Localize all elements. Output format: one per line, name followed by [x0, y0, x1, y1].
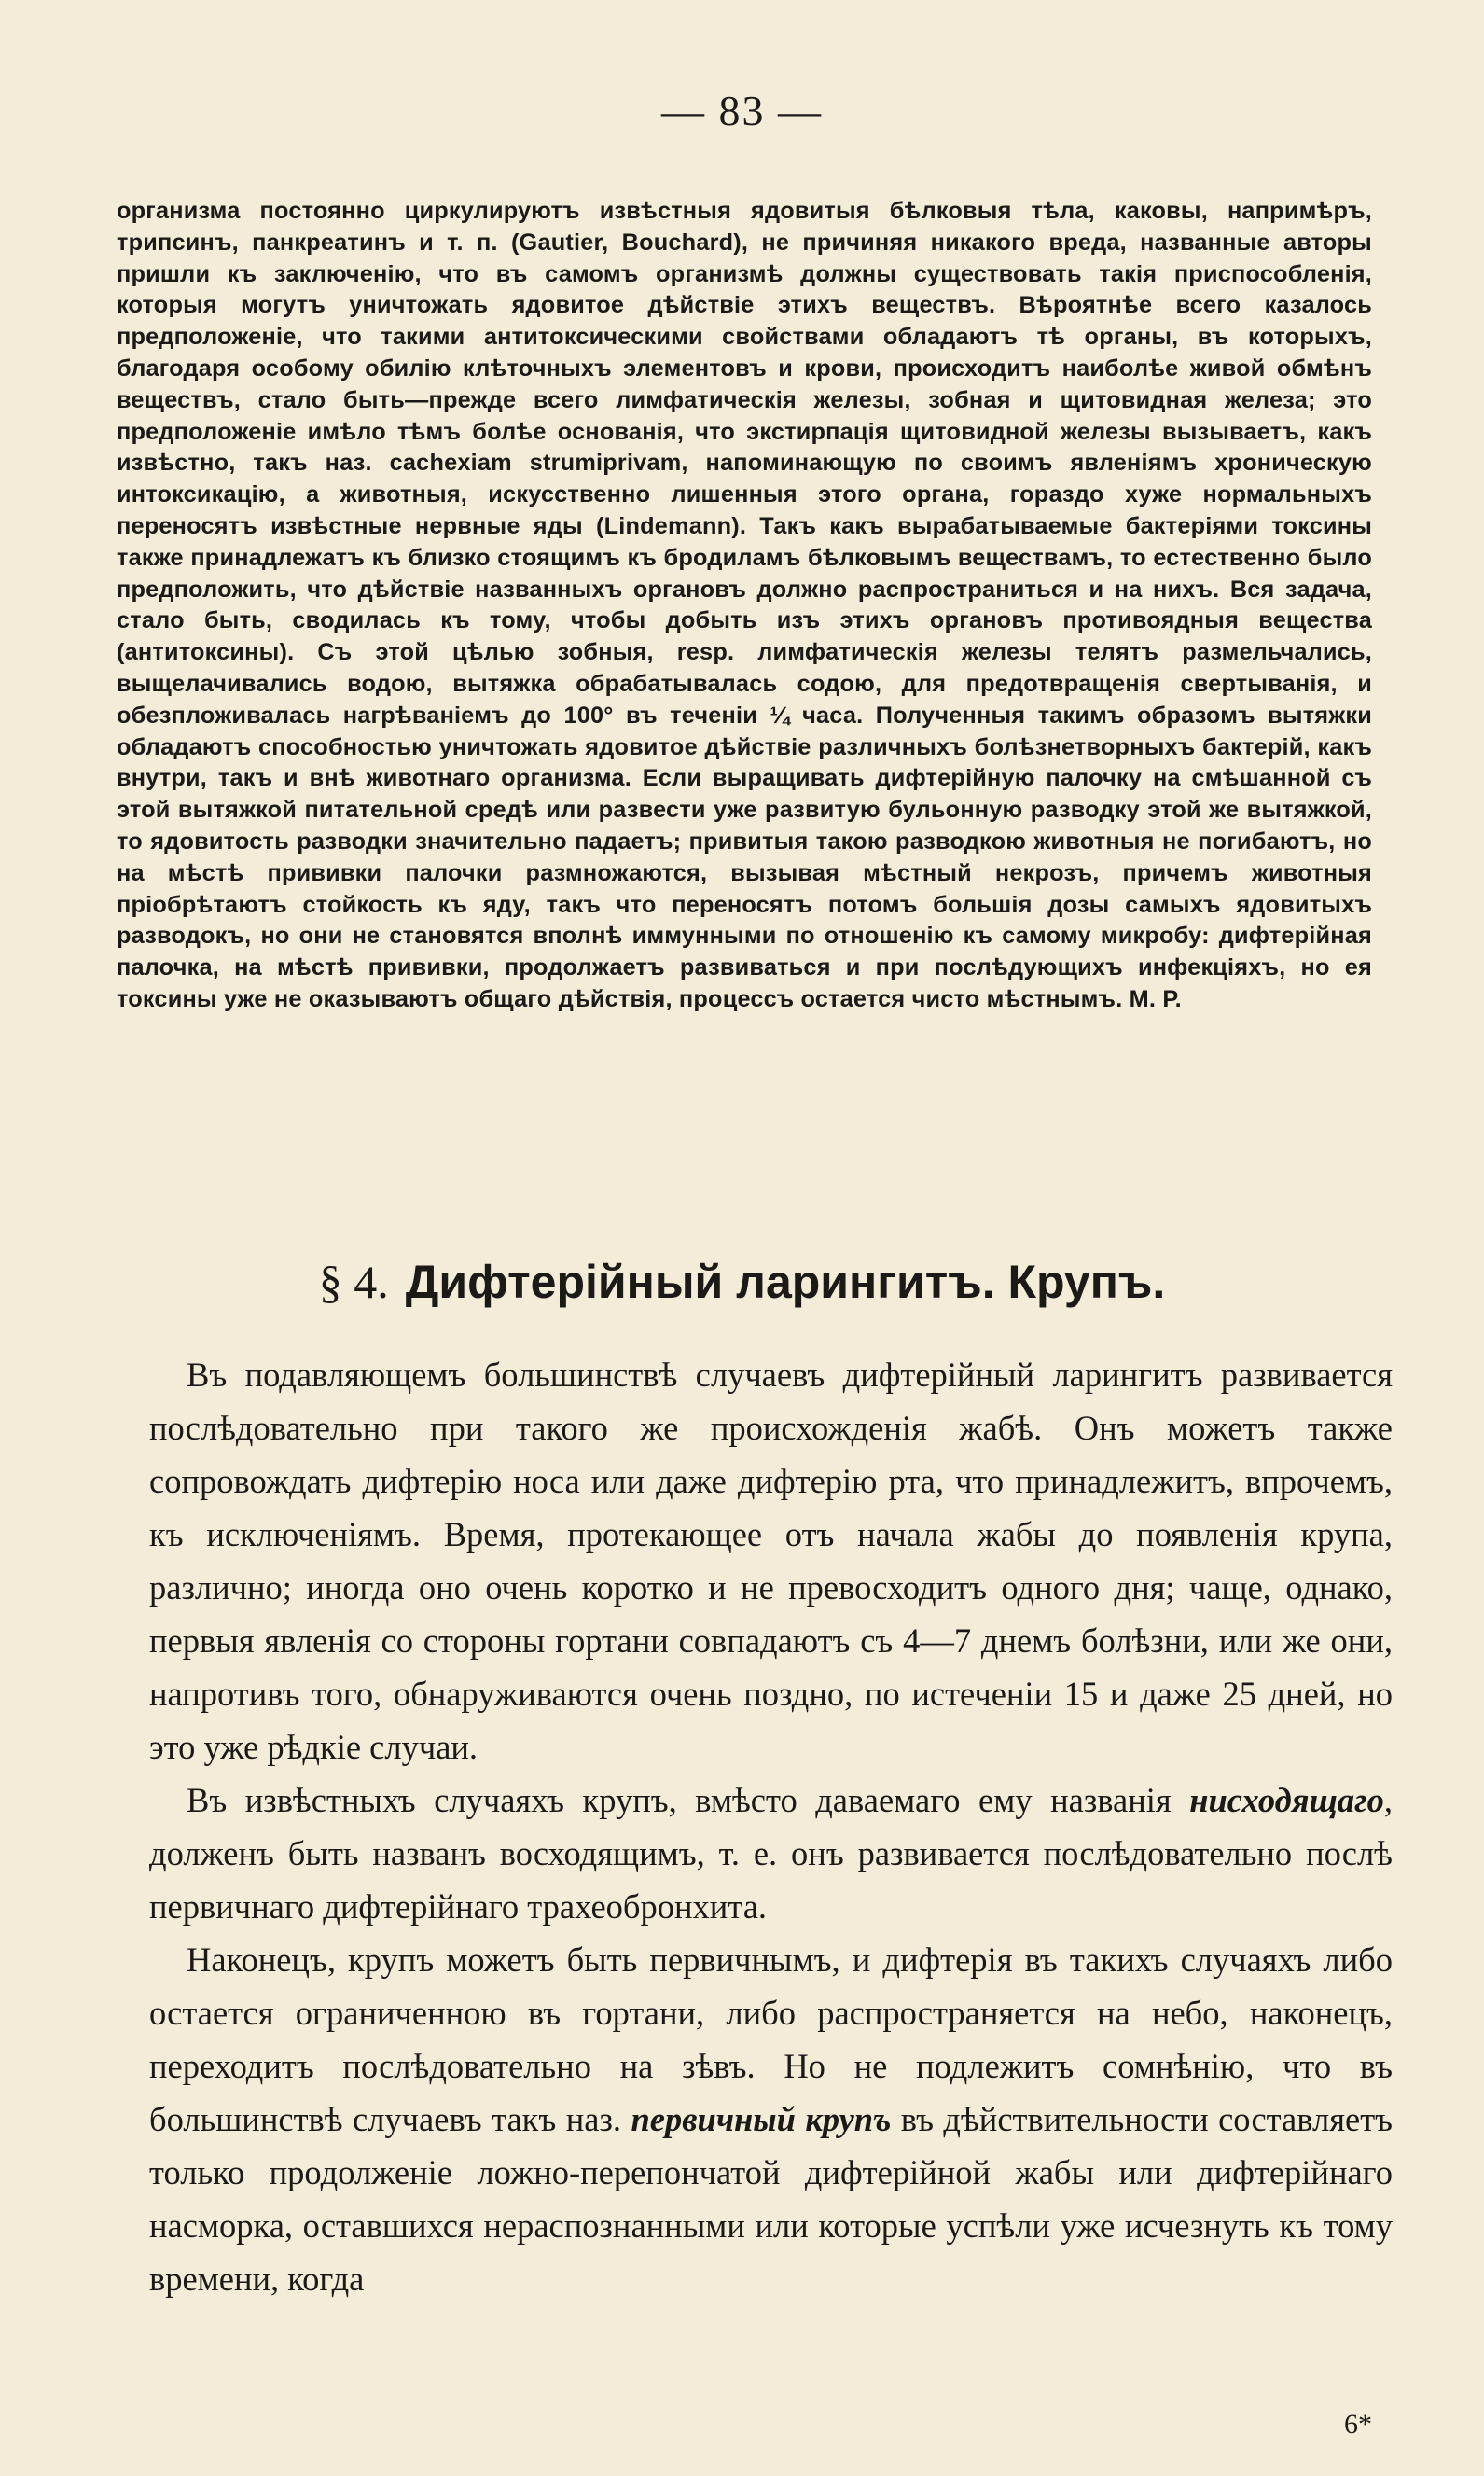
- body-paragraph-2: [149, 1774, 1393, 1933]
- page-number: — 83 —: [661, 87, 823, 134]
- body-text: [149, 1348, 1393, 2305]
- footnote-paragraph: организма постоянно циркулируютъ извѣстныя ядовитыя бѣлковыя тѣла, каковы, напримѣръ, трипсинъ, панкреатинъ и т. п. (Gautier, Bouchard), не причиняя никакого вреда, названные авторы пришли къ заключенію, что въ самомъ организмѣ должны существовать такія приспособленія, которыя могутъ уничтожать ядовитое дѣйствіе этихъ веществъ. Вѣроятнѣе всего казалось предположеніе, что такими антитоксическими свойствами обладаютъ тѣ органы, въ которыхъ, благодаря особому обилію клѣточныхъ элементовъ и крови, происходитъ наиболѣе живой обмѣнъ веществъ, стало быть—прежде всего лимфатическія железы, зобная и щитовидная железа; это предположеніе имѣло тѣмъ болѣе основанія, что экстирпація щитовидной железы вызываетъ, какъ извѣстно, такъ наз. cachexiam strumiprivam, напоминающую по своимъ явленіямъ хроническую интоксикацію, а животныя, искусственно лишенныя этого органа, гораздо хуже нормальныхъ переносятъ извѣстные нервные яды (Lindemann). Такъ какъ вырабатываемые бактеріями токсины также принадлежатъ къ близко стоящимъ къ бродиламъ бѣлковымъ веществамъ, то естественно было предположить, что дѣйствіе названныхъ органовъ должно распространиться и на нихъ. Вся задача, стало быть, сводилась къ тому, чтобы добыть изъ этихъ органовъ противоядныя вещества (антитоксины). Съ этой цѣлью зобныя, resp. лимфатическія железы телятъ размельчались, выщелачивались водою, вытяжка обрабатывалась содою, для предотвращенія свертыванія, и обезпложивалась нагрѣваніемъ до 100° въ теченіи ¼ часа. Полученныя такимъ образомъ вытяжки обладаютъ способностью уничтожать ядовитое дѣйствіе различныхъ болѣзнетворныхъ бактерій, какъ внутри, такъ и внѣ животнаго организма. Если выращивать дифтерійную палочку на смѣшанной съ этой вытяжкой питательной средѣ или развести уже развитую бульонную разводку этой же вытяжкой, то ядовитость разводки значительно падаетъ; привитыя такою разводкою животныя не погибаютъ, но на мѣстѣ прививки палочки размножаются, вызывая мѣстный некрозъ, причемъ животныя пріобрѣтаютъ стойкость къ яду, такъ что переносятъ потомъ большія дозы самыхъ ядовитыхъ разводокъ, но они не становятся вполнѣ иммунными по отношенію къ самому микробу: дифтерійная палочка, на мѣстѣ прививки, продолжаетъ развиваться и при послѣдующихъ инфекціяхъ, но ея токсины уже не оказываютъ общаго дѣйствія, процессъ остается чисто мѣстнымъ. М. Р.: [117, 198, 1372, 1012]
- emphasized-term: первичный крупъ: [631, 2100, 892, 2138]
- body-paragraph-3: [149, 1933, 1393, 2305]
- section-number: § 4.: [318, 1256, 389, 1308]
- signature-mark: 6*: [1344, 2409, 1372, 2440]
- section-heading: [0, 1255, 1484, 1309]
- paragraph-text: въ дѣйствительности составляетъ только продолженіе ложно-перепончатой дифтерійной жабы или дифтерійнаго насморка, оставшихся нераспознанными или которые успѣли уже исчезнуть къ тому времени, когда: [149, 2100, 1394, 2298]
- paragraph-text: , долженъ быть названъ восходящимъ, т. е. онъ развивается послѣдовательно послѣ первичнаго дифтерійнаго трахеобронхита.: [149, 1781, 1394, 1926]
- emphasized-term: нисходящаго: [1189, 1781, 1384, 1819]
- body-paragraph-1: [149, 1348, 1393, 1774]
- footnote-block: [117, 196, 1372, 1016]
- section-title: Дифтерійный ларингитъ. Крупъ.: [405, 1256, 1166, 1308]
- paragraph-text: Наконецъ, крупъ можетъ быть первичнымъ, и дифтерія въ такихъ случаяхъ либо остается ограниченною въ гортани, либо распространяется на небо, наконецъ, переходитъ послѣдовательно на зѣвъ. Но не подлежитъ сомнѣнію, что въ большинствѣ случаевъ такъ наз.: [149, 1940, 1393, 2138]
- paragraph-text: Въ подавляющемъ большинствѣ случаевъ дифтерійный ларингитъ развивается послѣдовательно при такого же происхожденія жабѣ. Онъ можетъ также сопровождать дифтерію носа или даже дифтерію рта, что принадлежитъ, впрочемъ, къ исключеніямъ. Время, протекающее отъ начала жабы до появленія крупа, различно; иногда оно очень коротко и не превосходитъ одного дня; чаще, однако, первыя явленія со стороны гортани совпадаютъ съ 4—7 днемъ болѣзни, или же они, напротивъ того, обнаруживаются очень поздно, по истеченіи 15 и даже 25 дней, но это уже рѣдкіе случаи.: [149, 1356, 1393, 1766]
- paragraph-text: Въ извѣстныхъ случаяхъ крупъ, вмѣсто даваемаго ему названія: [187, 1781, 1172, 1819]
